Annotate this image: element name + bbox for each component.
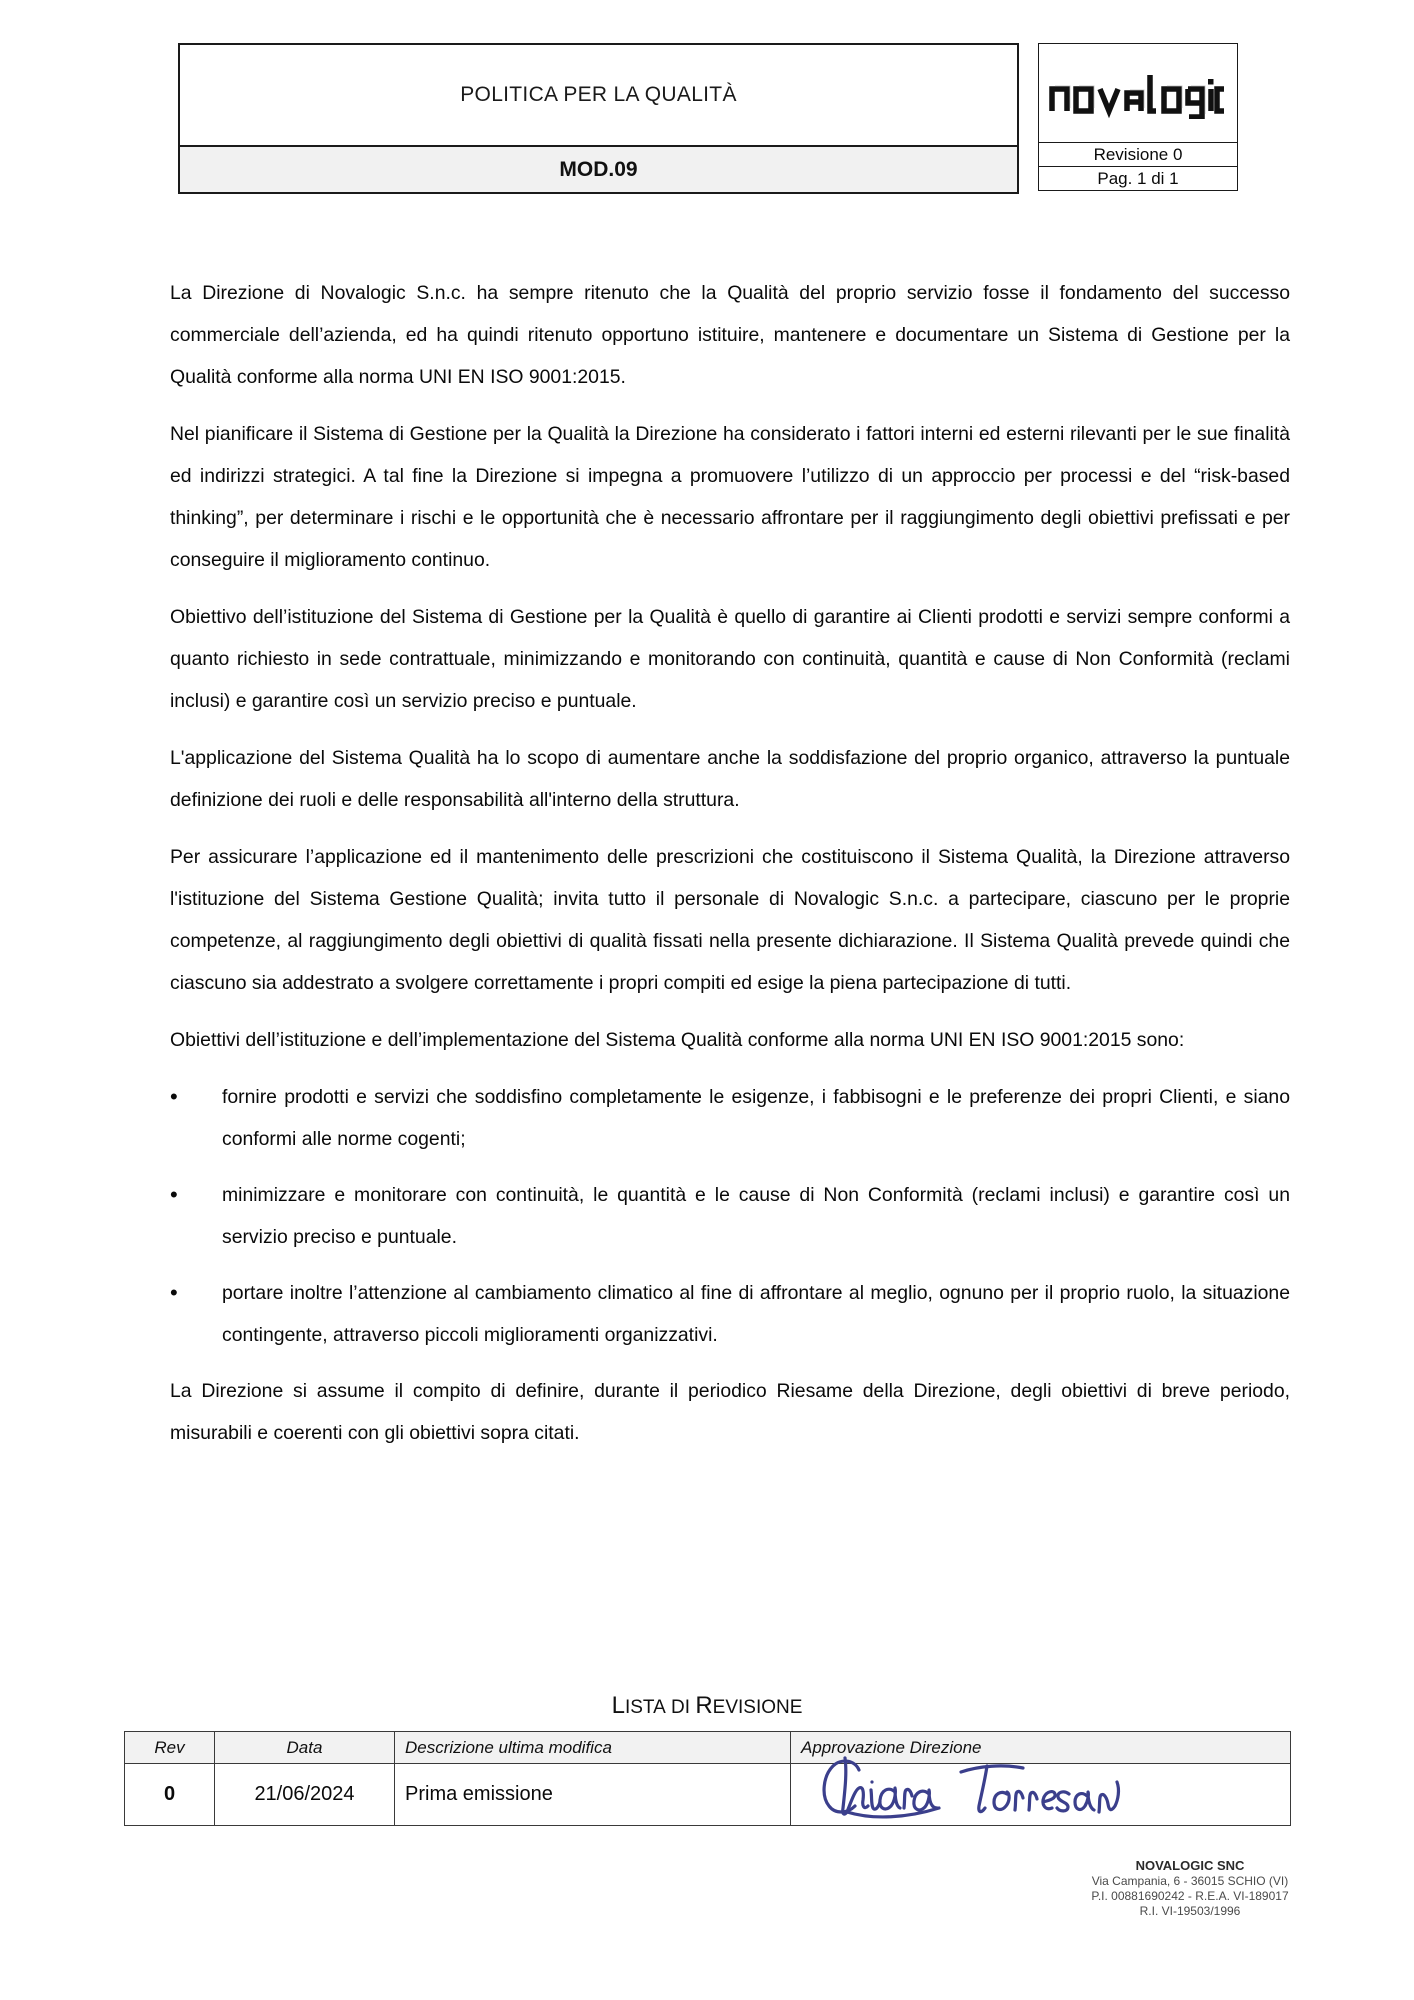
- revision-list-heading: [0, 1692, 1414, 1720]
- header-title-cell: [180, 45, 1017, 145]
- paragraph-4: L'applicazione del Sistema Qualità ha lo scopo di aumentare anche la soddisfazione del proprio organico, attraverso la puntuale definizione dei ruoli e delle responsabilità all'interno della struttura.: [170, 747, 1290, 811]
- list-item-text: fornire prodotti e servizi che soddisfino completamente le esigenze, i fabbisogni e le preferenze dei propri Clienti, e siano conformi alle norme cogenti;: [222, 1086, 1290, 1150]
- paragraph-closing: La Direzione si assume il compito di definire, durante il periodico Riesame della Direzione, degli obiettivi di breve periodo, misurabili e coerenti con gli obiettivi sopra citati.: [170, 1380, 1290, 1444]
- list-item: [170, 1272, 1290, 1356]
- document-header: [178, 43, 1238, 194]
- table-row: [125, 1764, 1291, 1826]
- heading-ista: ISTA: [624, 1697, 666, 1718]
- paragraph-2: Nel pianificare il Sistema di Gestione per la Qualità la Direzione ha considerato i fattori interni ed esterni rilevanti per le sue finalità ed indirizzi strategici. A tal fine la Direzione si impegna a promuovere l’utilizzo di un approccio per processi e del “risk-based thinking”, per determinare i rischi e le opportunità che è necessario affrontare per il raggiungimento degli obiettivi prefissati e per conseguire il miglioramento continuo.: [170, 423, 1290, 571]
- column-header-descrizione: Descrizione ultima modifica: [395, 1732, 791, 1764]
- paragraph-3: Obiettivo dell’istituzione del Sistema di Gestione per la Qualità è quello di garantire ai Clienti prodotti e servizi sempre conformi a quanto richiesto in sede contrattuale, minimizzando e monitorando con continuità, quantità e cause di Non Conformità (reclami inclusi) e garantire così un servizio preciso e puntuale.: [170, 606, 1290, 712]
- page-title: POLITICA PER LA QUALITÀ: [460, 83, 737, 106]
- list-item: [170, 1076, 1290, 1160]
- revision-label: Revisione 0: [1093, 144, 1183, 164]
- footer-address: Via Campania, 6 - 36015 SCHIO (VI): [1091, 1874, 1289, 1888]
- heading-R: R: [695, 1692, 713, 1719]
- footer-registry: R.I. VI-19503/1996: [1139, 1904, 1241, 1918]
- page-number-cell: [1039, 166, 1237, 190]
- cell-rev: 0: [125, 1764, 215, 1826]
- company-footer: [1050, 1858, 1330, 1919]
- bullet-icon: •: [170, 1280, 178, 1305]
- footer-vat: P.I. 00881690242 - R.E.A. VI-189017: [1091, 1889, 1289, 1903]
- heading-L: L: [611, 1692, 625, 1719]
- header-code-cell: [180, 145, 1017, 192]
- cell-approvazione: [791, 1764, 1291, 1826]
- document-body: [170, 272, 1290, 1454]
- column-header-approvazione: Approvazione Direzione: [791, 1732, 1291, 1764]
- header-title-table: [178, 43, 1019, 194]
- paragraph-objectives-intro: Obiettivi dell’istituzione e dell’implementazione del Sistema Qualità conforme alla norma UNI EN ISO 9001:2015 sono:: [170, 1029, 1185, 1051]
- paragraph-1: La Direzione di Novalogic S.n.c. ha sempre ritenuto che la Qualità del proprio servizio fosse il fondamento del successo commerciale dell’azienda, ed ha quindi ritenuto opportuno istituire, mantenere e documentare un Sistema di Gestione per la Qualità conforme alla norma UNI EN ISO 9001:2015.: [170, 282, 1290, 388]
- list-item-text: minimizzare e monitorare con continuità, le quantità e le cause di Non Conformità (reclami inclusi) e garantire così un servizio preciso e puntuale.: [222, 1184, 1290, 1248]
- page-number-label: Pag. 1 di 1: [1097, 168, 1179, 188]
- list-item: [170, 1174, 1290, 1258]
- logo-icon: [1048, 67, 1228, 119]
- revision-cell: [1039, 142, 1237, 166]
- column-header-rev: Rev: [125, 1732, 215, 1764]
- column-header-data: Data: [215, 1732, 395, 1764]
- novalogic-logo: [1039, 44, 1237, 142]
- paragraph-5: Per assicurare l’applicazione ed il mantenimento delle prescrizioni che costituiscono il Sistema Qualità, la Direzione attraverso l'istituzione del Sistema Gestione Qualità; invita tutto il personale di Novalogic S.n.c. a partecipare, ciascuno per le proprie competenze, al raggiungimento degli obiettivi di qualità fissati nella presente dichiarazione. Il Sistema Qualità prevede quindi che ciascuno sia addestrato a svolgere correttamente i propri compiti ed esige la piena partecipazione di tutti.: [170, 846, 1290, 994]
- objectives-list: [170, 1076, 1290, 1356]
- bullet-icon: •: [170, 1182, 178, 1207]
- bullet-icon: •: [170, 1084, 178, 1109]
- heading-evisione: EVISIONE: [712, 1697, 803, 1718]
- cell-data: 21/06/2024: [215, 1764, 395, 1826]
- footer-company-name: NOVALOGIC SNC: [1135, 1858, 1245, 1873]
- list-item-text: portare inoltre l’attenzione al cambiamento climatico al fine di affrontare al meglio, ognuno per il proprio ruolo, la situazione contingente, attraverso piccoli miglioramenti organizzativi.: [222, 1282, 1290, 1346]
- header-meta-table: [1038, 43, 1238, 191]
- revision-table: [124, 1731, 1291, 1826]
- cell-descrizione: Prima emissione: [395, 1764, 791, 1826]
- table-header-row: [125, 1732, 1291, 1764]
- document-code: MOD.09: [559, 157, 638, 181]
- heading-di: DI: [665, 1697, 696, 1718]
